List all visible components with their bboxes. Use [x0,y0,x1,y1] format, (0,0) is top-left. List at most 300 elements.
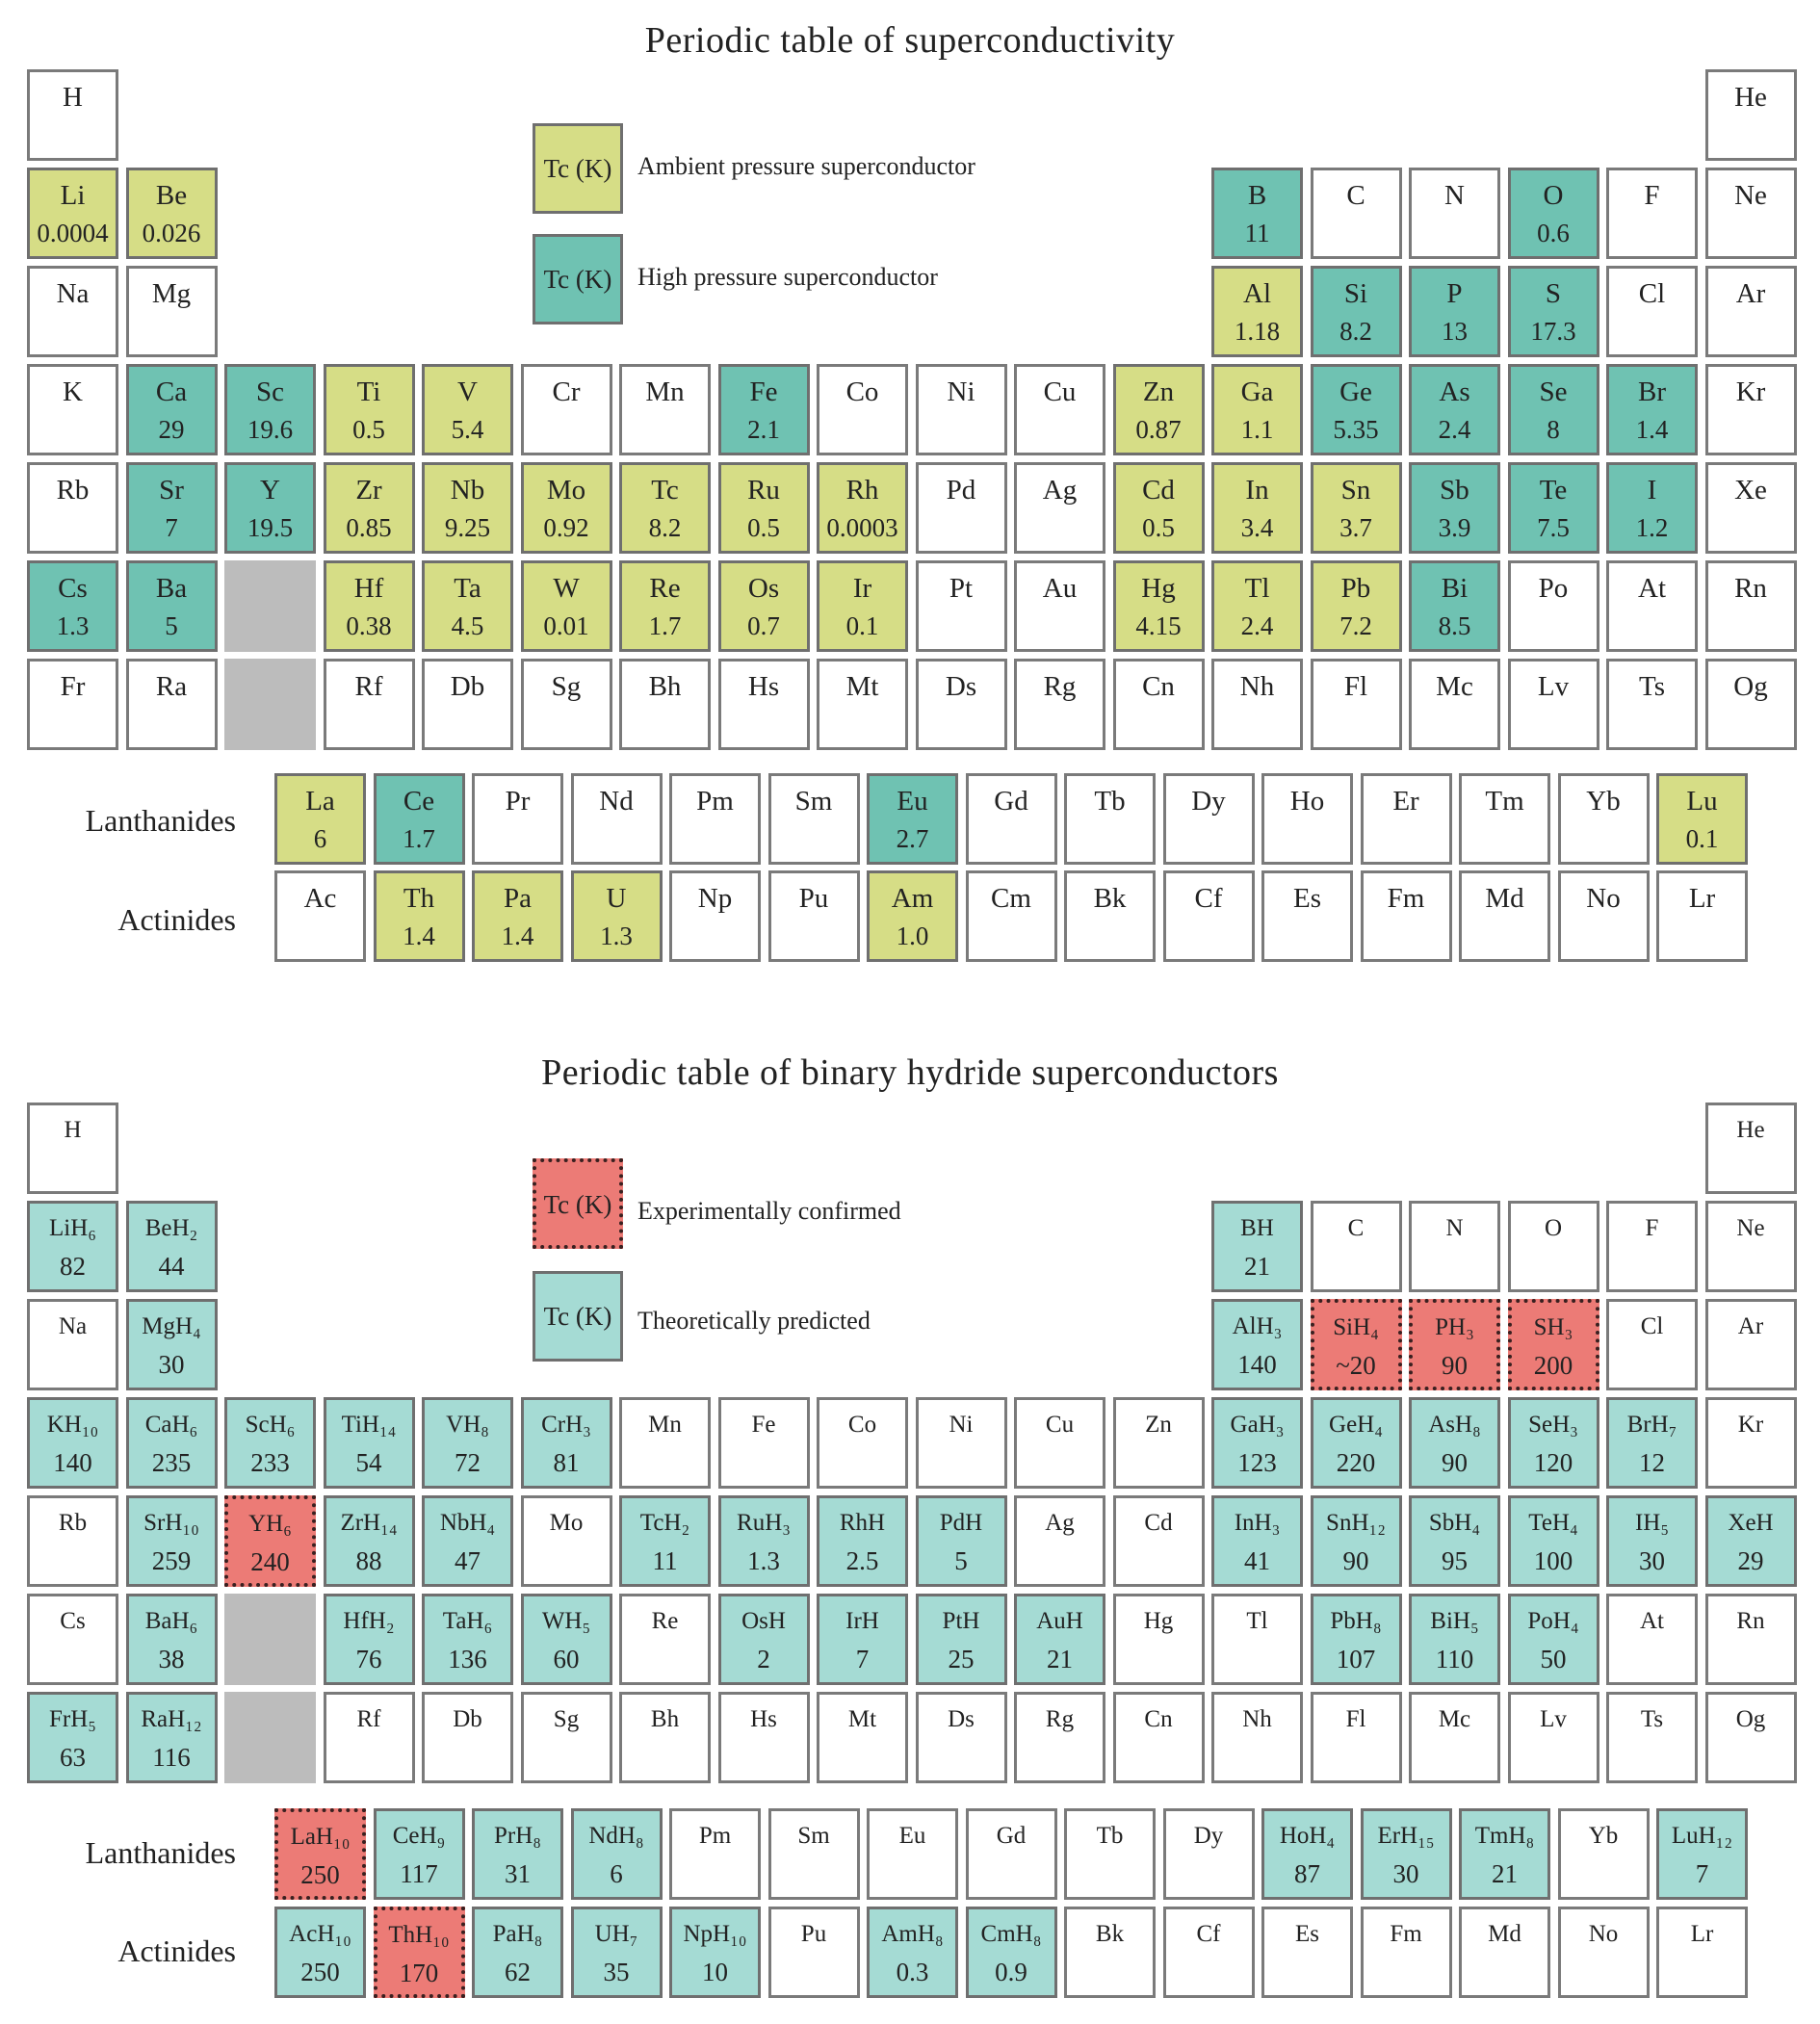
element-symbol: Hg [1141,573,1176,604]
table2-element-cell [1163,1907,1255,1998]
tc-value: 170 [399,1959,439,1987]
table2-element-cell [1606,1201,1698,1292]
table2-element-cell [324,1495,415,1587]
element-symbol: Be [155,180,188,211]
element-symbol: Mo [549,1510,584,1536]
table2-element-cell [1705,1594,1797,1685]
table1-element-cell [1606,462,1698,554]
table2-element-cell [1656,1907,1748,1998]
element-symbol: SiH₄ [1333,1314,1379,1340]
element-symbol: Ho [1289,786,1325,817]
tc-value: 0.1 [1685,824,1719,853]
table2-element-cell [966,1808,1057,1900]
tc-value: 72 [455,1448,481,1477]
tc-value: 240 [250,1547,290,1576]
element-symbol: Ar [1737,1313,1764,1339]
tc-value: 19.6 [247,415,294,444]
table2-legend-exp-label: Experimentally confirmed [637,1197,901,1225]
tc-value: 7.2 [1339,611,1372,640]
tc-value: 63 [60,1743,86,1772]
element-symbol: Dy [1193,1823,1224,1849]
element-symbol: YH₆ [248,1511,292,1537]
table1-element-cell [126,168,218,259]
table2-element-cell [817,1594,908,1685]
table2-element-cell [619,1594,711,1685]
element-symbol: Tb [1096,1823,1124,1849]
table1-element-cell [324,462,415,554]
element-symbol: Gd [994,786,1028,817]
table1-element-cell [1113,659,1205,750]
element-symbol: Rg [1045,1706,1075,1732]
table2-element-cell [619,1692,711,1783]
element-symbol: Ni [947,376,975,407]
table2-element-cell [1705,1495,1797,1587]
element-symbol: Cu [1045,1412,1075,1438]
tc-value: 88 [355,1546,382,1575]
tc-value: 8 [1547,415,1560,444]
element-symbol: Tc [651,475,679,506]
table2-element-cell [422,1692,513,1783]
table2-element-cell [324,1594,415,1685]
table1-element-cell [916,659,1007,750]
element-symbol: Te [1539,475,1568,506]
tc-value: 220 [1336,1448,1376,1477]
tc-value: 2 [757,1645,770,1674]
element-symbol: O [1543,180,1564,211]
table1-element-cell [1014,560,1105,652]
tc-value: 11 [652,1546,678,1575]
element-symbol: Md [1485,883,1524,914]
tc-value: 5 [165,611,178,640]
tc-value: 100 [1533,1546,1573,1575]
table2-element-cell [817,1397,908,1489]
table2-element-cell [422,1397,513,1489]
element-symbol: ErH₁₅ [1377,1823,1435,1849]
table1-element-cell [1014,364,1105,455]
table1-element-cell [1261,773,1353,865]
element-symbol: As [1439,376,1470,407]
table1-element-cell [374,870,465,962]
table2-element-cell [1558,1808,1650,1900]
table2-element-cell [126,1594,218,1685]
table1-element-cell [324,560,415,652]
element-symbol: PaH₈ [492,1921,543,1947]
element-symbol: Bk [1093,883,1127,914]
tc-value: 259 [151,1546,192,1575]
element-symbol: At [1640,1608,1664,1634]
element-symbol: TeH₄ [1528,1510,1578,1536]
table2-element-cell [126,1692,218,1783]
tc-value: 136 [448,1645,487,1674]
element-symbol: Fr [60,671,86,702]
element-symbol: Hs [747,671,780,702]
element-symbol: Re [649,573,681,604]
element-symbol: RaH₁₂ [141,1706,202,1732]
table2-element-cell [916,1495,1007,1587]
element-symbol: At [1638,573,1666,604]
element-symbol: GeH₄ [1329,1412,1383,1438]
element-symbol: Cn [1142,671,1175,702]
tc-value: 21 [1244,1252,1270,1281]
element-symbol: Rg [1043,671,1077,702]
element-symbol: PbH₈ [1330,1608,1382,1634]
element-symbol: Ts [1640,1706,1664,1732]
tc-value: 7 [855,1645,870,1674]
table1-element-cell [718,462,810,554]
element-symbol: Tl [1246,1608,1268,1634]
table1-lanthanides-label: Lanthanides [85,803,236,838]
element-symbol: Rn [1734,573,1767,604]
table1-element-cell [1705,266,1797,357]
tc-value: 0.5 [352,415,385,444]
table1-element-cell [966,870,1057,962]
tc-value: 82 [60,1252,86,1281]
table1-element-cell [1508,266,1599,357]
tc-value: 62 [505,1958,531,1986]
element-symbol: InH₃ [1234,1510,1281,1536]
element-symbol: F [1645,1215,1659,1241]
tc-value: 44 [158,1252,185,1281]
element-symbol: AlH₃ [1232,1313,1283,1339]
element-symbol: Kr [1735,376,1766,407]
table2-element-cell [1705,1201,1797,1292]
tc-value: 0.6 [1537,219,1570,247]
table2-element-cell [1361,1907,1452,1998]
element-symbol: Pt [949,573,974,604]
table1-element-cell [27,69,118,161]
element-symbol: B [1247,180,1267,211]
table1-element-cell [1361,870,1452,962]
tc-value: 0.85 [346,513,392,542]
element-symbol: Pr [505,786,531,817]
table2-element-cell [1064,1808,1156,1900]
table2-element-cell [1211,1495,1303,1587]
table2-legend-exp-box: Tc (K) [533,1158,623,1249]
table1-legend-ambient-label: Ambient pressure superconductor [637,152,975,180]
table1-element-cell [472,773,563,865]
table1-element-cell [521,364,612,455]
table2-element-cell [422,1495,513,1587]
table2-element-cell [867,1808,958,1900]
table1-element-cell [27,560,118,652]
tc-value: 233 [250,1448,290,1477]
element-symbol: Tm [1485,786,1524,817]
tc-value: 1.2 [1635,513,1669,542]
table1-element-cell [1409,168,1500,259]
table2-element-cell [1459,1907,1550,1998]
table1-element-cell [817,560,908,652]
element-symbol: Db [450,671,485,702]
table2-element-cell [126,1495,218,1587]
element-symbol: No [1588,1921,1619,1947]
element-symbol: Ts [1639,671,1665,702]
table1-element-cell [718,364,810,455]
element-symbol: Nh [1239,671,1275,702]
table1-element-cell [1409,560,1500,652]
table1-element-cell [1558,773,1650,865]
table2-element-cell [1311,1495,1402,1587]
element-symbol: Li [60,180,86,211]
element-symbol: PtH [942,1608,980,1634]
element-symbol: NpH₁₀ [683,1921,747,1947]
element-symbol: Na [58,1313,88,1339]
table1-element-cell [324,659,415,750]
element-symbol: Cl [1638,278,1666,309]
element-symbol: Ne [1736,1215,1765,1241]
element-symbol: In [1245,475,1269,506]
element-symbol: Fm [1387,883,1425,914]
element-symbol: Ge [1339,376,1372,407]
tc-value: 87 [1294,1859,1320,1888]
table2-element-cell [126,1397,218,1489]
table1-element-cell [1705,659,1797,750]
element-symbol: PdH [939,1510,983,1536]
table1-actinides-label: Actinides [117,902,236,937]
element-symbol: HoH₄ [1279,1823,1336,1849]
table1-element-cell [422,364,513,455]
element-symbol: Ru [747,475,780,506]
element-symbol: Eu [897,786,928,817]
tc-value: 0.0004 [37,219,109,247]
element-symbol: Zr [355,475,382,506]
table2-lanthanides-label: Lanthanides [85,1835,236,1870]
tc-value: 54 [355,1448,382,1477]
tc-value: 50 [1540,1645,1567,1674]
element-symbol: UH₇ [594,1921,638,1947]
table1-element-cell [521,560,612,652]
tc-value: 1.18 [1234,317,1281,346]
tc-value: 17.3 [1530,317,1576,346]
element-symbol: Cu [1043,376,1077,407]
table1-element-cell [422,462,513,554]
table2-element-cell [718,1594,810,1685]
element-symbol: Mg [151,278,192,309]
element-symbol: Re [651,1608,679,1634]
element-symbol: Au [1042,573,1078,604]
element-symbol: Cn [1144,1706,1173,1732]
table2-element-cell [1113,1692,1205,1783]
table1-element-cell [1163,773,1255,865]
table1-element-cell [27,168,118,259]
element-symbol: Dy [1191,786,1226,817]
element-symbol: ThH₁₀ [388,1922,450,1948]
table1-element-cell [27,364,118,455]
table2-element-cell [867,1907,958,1998]
table2-element-cell [224,1397,316,1489]
element-symbol: S [1545,278,1562,309]
table1-element-cell [1558,870,1650,962]
table1-title: Periodic table of superconductivity [644,20,1176,61]
element-symbol: PH₃ [1435,1314,1474,1340]
element-symbol: Mo [546,475,586,506]
tc-value: 107 [1336,1645,1376,1674]
tc-value: 117 [400,1859,438,1888]
tc-value: 30 [158,1350,185,1379]
tc-value: 10 [702,1958,728,1986]
table1-element-cell [768,870,860,962]
table1-lanthanide-actinide-placeholder [224,659,316,750]
table1-element-cell [718,560,810,652]
table2-element-cell [817,1692,908,1783]
element-symbol: Ar [1735,278,1766,309]
element-symbol: F [1644,180,1660,211]
tc-value: 0.5 [1142,513,1175,542]
table1-element-cell [1705,364,1797,455]
table1-element-cell [274,773,366,865]
table2-element-cell [1459,1808,1550,1900]
table2-element-cell [521,1692,612,1783]
element-symbol: MgH₄ [142,1313,201,1339]
tc-value: 0.7 [747,611,780,640]
element-symbol: Mn [648,1412,682,1438]
element-symbol: Rb [58,1510,88,1536]
tc-value: 76 [355,1645,382,1674]
table1-element-cell [916,364,1007,455]
element-symbol: Pd [946,475,976,506]
table1-element-cell [1211,462,1303,554]
tc-value: 1.3 [56,611,90,640]
element-symbol: Gd [996,1823,1027,1849]
element-symbol: Ti [356,376,381,407]
table2-element-cell [324,1692,415,1783]
tc-value: 1.3 [747,1546,780,1575]
element-symbol: Rf [356,1706,381,1732]
tc-value: 0.026 [142,219,201,247]
element-symbol: AuH [1036,1608,1083,1634]
table2-element-cell [1211,1692,1303,1783]
table1-element-cell [1508,560,1599,652]
element-symbol: PrH₈ [494,1823,541,1849]
table1-element-cell [619,659,711,750]
table2-element-cell [1705,1692,1797,1783]
tc-value: 110 [1435,1645,1474,1674]
table2-element-cell [274,1808,366,1900]
table1-element-cell [1705,462,1797,554]
tc-value: 7 [1695,1859,1709,1888]
table2-element-cell [1508,1201,1599,1292]
tc-value: 1.1 [1240,415,1274,444]
tc-value: 5.35 [1333,415,1379,444]
tc-value: 81 [553,1448,580,1477]
table1-element-cell [1211,659,1303,750]
tc-value: 6 [610,1859,623,1888]
tc-value: 7.5 [1537,513,1570,542]
element-symbol: CeH₉ [392,1823,446,1849]
element-symbol: Sm [794,786,833,817]
table1-element-cell [1606,266,1698,357]
element-symbol: H [63,82,83,113]
table2-element-cell [718,1495,810,1587]
table1-element-cell [1211,364,1303,455]
tc-value: 11 [1244,219,1270,247]
element-symbol: Ne [1734,180,1767,211]
tc-value: 30 [1392,1859,1419,1888]
table1-element-cell [1606,364,1698,455]
element-symbol: Br [1638,376,1666,407]
element-symbol: N [1445,1215,1464,1241]
element-symbol: Nd [599,786,634,817]
element-symbol: Mt [847,1706,877,1732]
element-symbol: Lr [1690,1921,1714,1947]
element-symbol: TcH₂ [639,1510,690,1536]
element-symbol: Ds [948,1706,975,1732]
element-symbol: Fe [751,1412,776,1438]
table2-element-cell [1409,1594,1500,1685]
element-symbol: BeH₂ [144,1215,198,1241]
element-symbol: Os [747,573,780,604]
tc-value: 5.4 [451,415,484,444]
element-symbol: HfH₂ [343,1608,395,1634]
table1-element-cell [1705,69,1797,161]
table2-element-cell [1311,1299,1402,1390]
table2-element-cell [472,1907,563,1998]
table2-element-cell [1705,1299,1797,1390]
table2-element-cell [916,1594,1007,1685]
element-symbol: LiH₆ [49,1215,96,1241]
element-symbol: NdH₈ [588,1823,644,1849]
element-symbol: Si [1343,278,1368,309]
element-symbol: Ca [155,376,188,407]
table1-element-cell [422,659,513,750]
tc-value: 1.4 [1635,415,1669,444]
element-symbol: CaH₆ [144,1412,198,1438]
element-symbol: Fl [1343,671,1368,702]
table1-element-cell [1459,870,1550,962]
table1-element-cell [1705,168,1797,259]
table1-element-cell [1459,773,1550,865]
element-symbol: Rf [354,671,383,702]
tc-value: 0.38 [346,611,392,640]
table2-title: Periodic table of binary hydride superconductors [541,1052,1279,1093]
element-symbol: Np [697,883,733,914]
element-symbol: Ta [454,573,481,604]
table1-element-cell [1606,560,1698,652]
element-symbol: Hg [1143,1608,1174,1634]
table2-element-cell [521,1495,612,1587]
table1-element-cell [1508,659,1599,750]
element-symbol: Co [845,376,879,407]
table2-element-cell [1558,1907,1650,1998]
tc-value: 8.5 [1438,611,1471,640]
element-symbol: BaH₆ [144,1608,198,1634]
table1-element-cell [521,659,612,750]
table2-element-cell [1311,1594,1402,1685]
element-symbol: AcH₁₀ [289,1921,351,1947]
table1-element-cell [669,870,761,962]
table2-element-cell [571,1907,663,1998]
table1-element-cell [1508,168,1599,259]
table1-element-cell [1211,560,1303,652]
table2-element-cell [324,1397,415,1489]
tc-value: 13 [1442,317,1468,346]
tc-value: 3.9 [1438,513,1471,542]
table2-element-cell [274,1907,366,1998]
table2-element-cell [1508,1594,1599,1685]
element-symbol: Xe [1734,475,1767,506]
table1-element-cell [1311,659,1402,750]
element-symbol: P [1446,278,1463,309]
element-symbol: Pa [504,883,532,914]
tc-value: 4.5 [451,611,484,640]
element-symbol: Sg [553,1706,580,1732]
table2-element-cell [1311,1201,1402,1292]
table1-element-cell [1705,560,1797,652]
table1-element-cell [571,870,663,962]
element-symbol: Mc [1436,671,1473,702]
tc-value: 25 [948,1645,975,1674]
element-symbol: Bk [1095,1921,1125,1947]
tc-value: 12 [1639,1448,1665,1477]
